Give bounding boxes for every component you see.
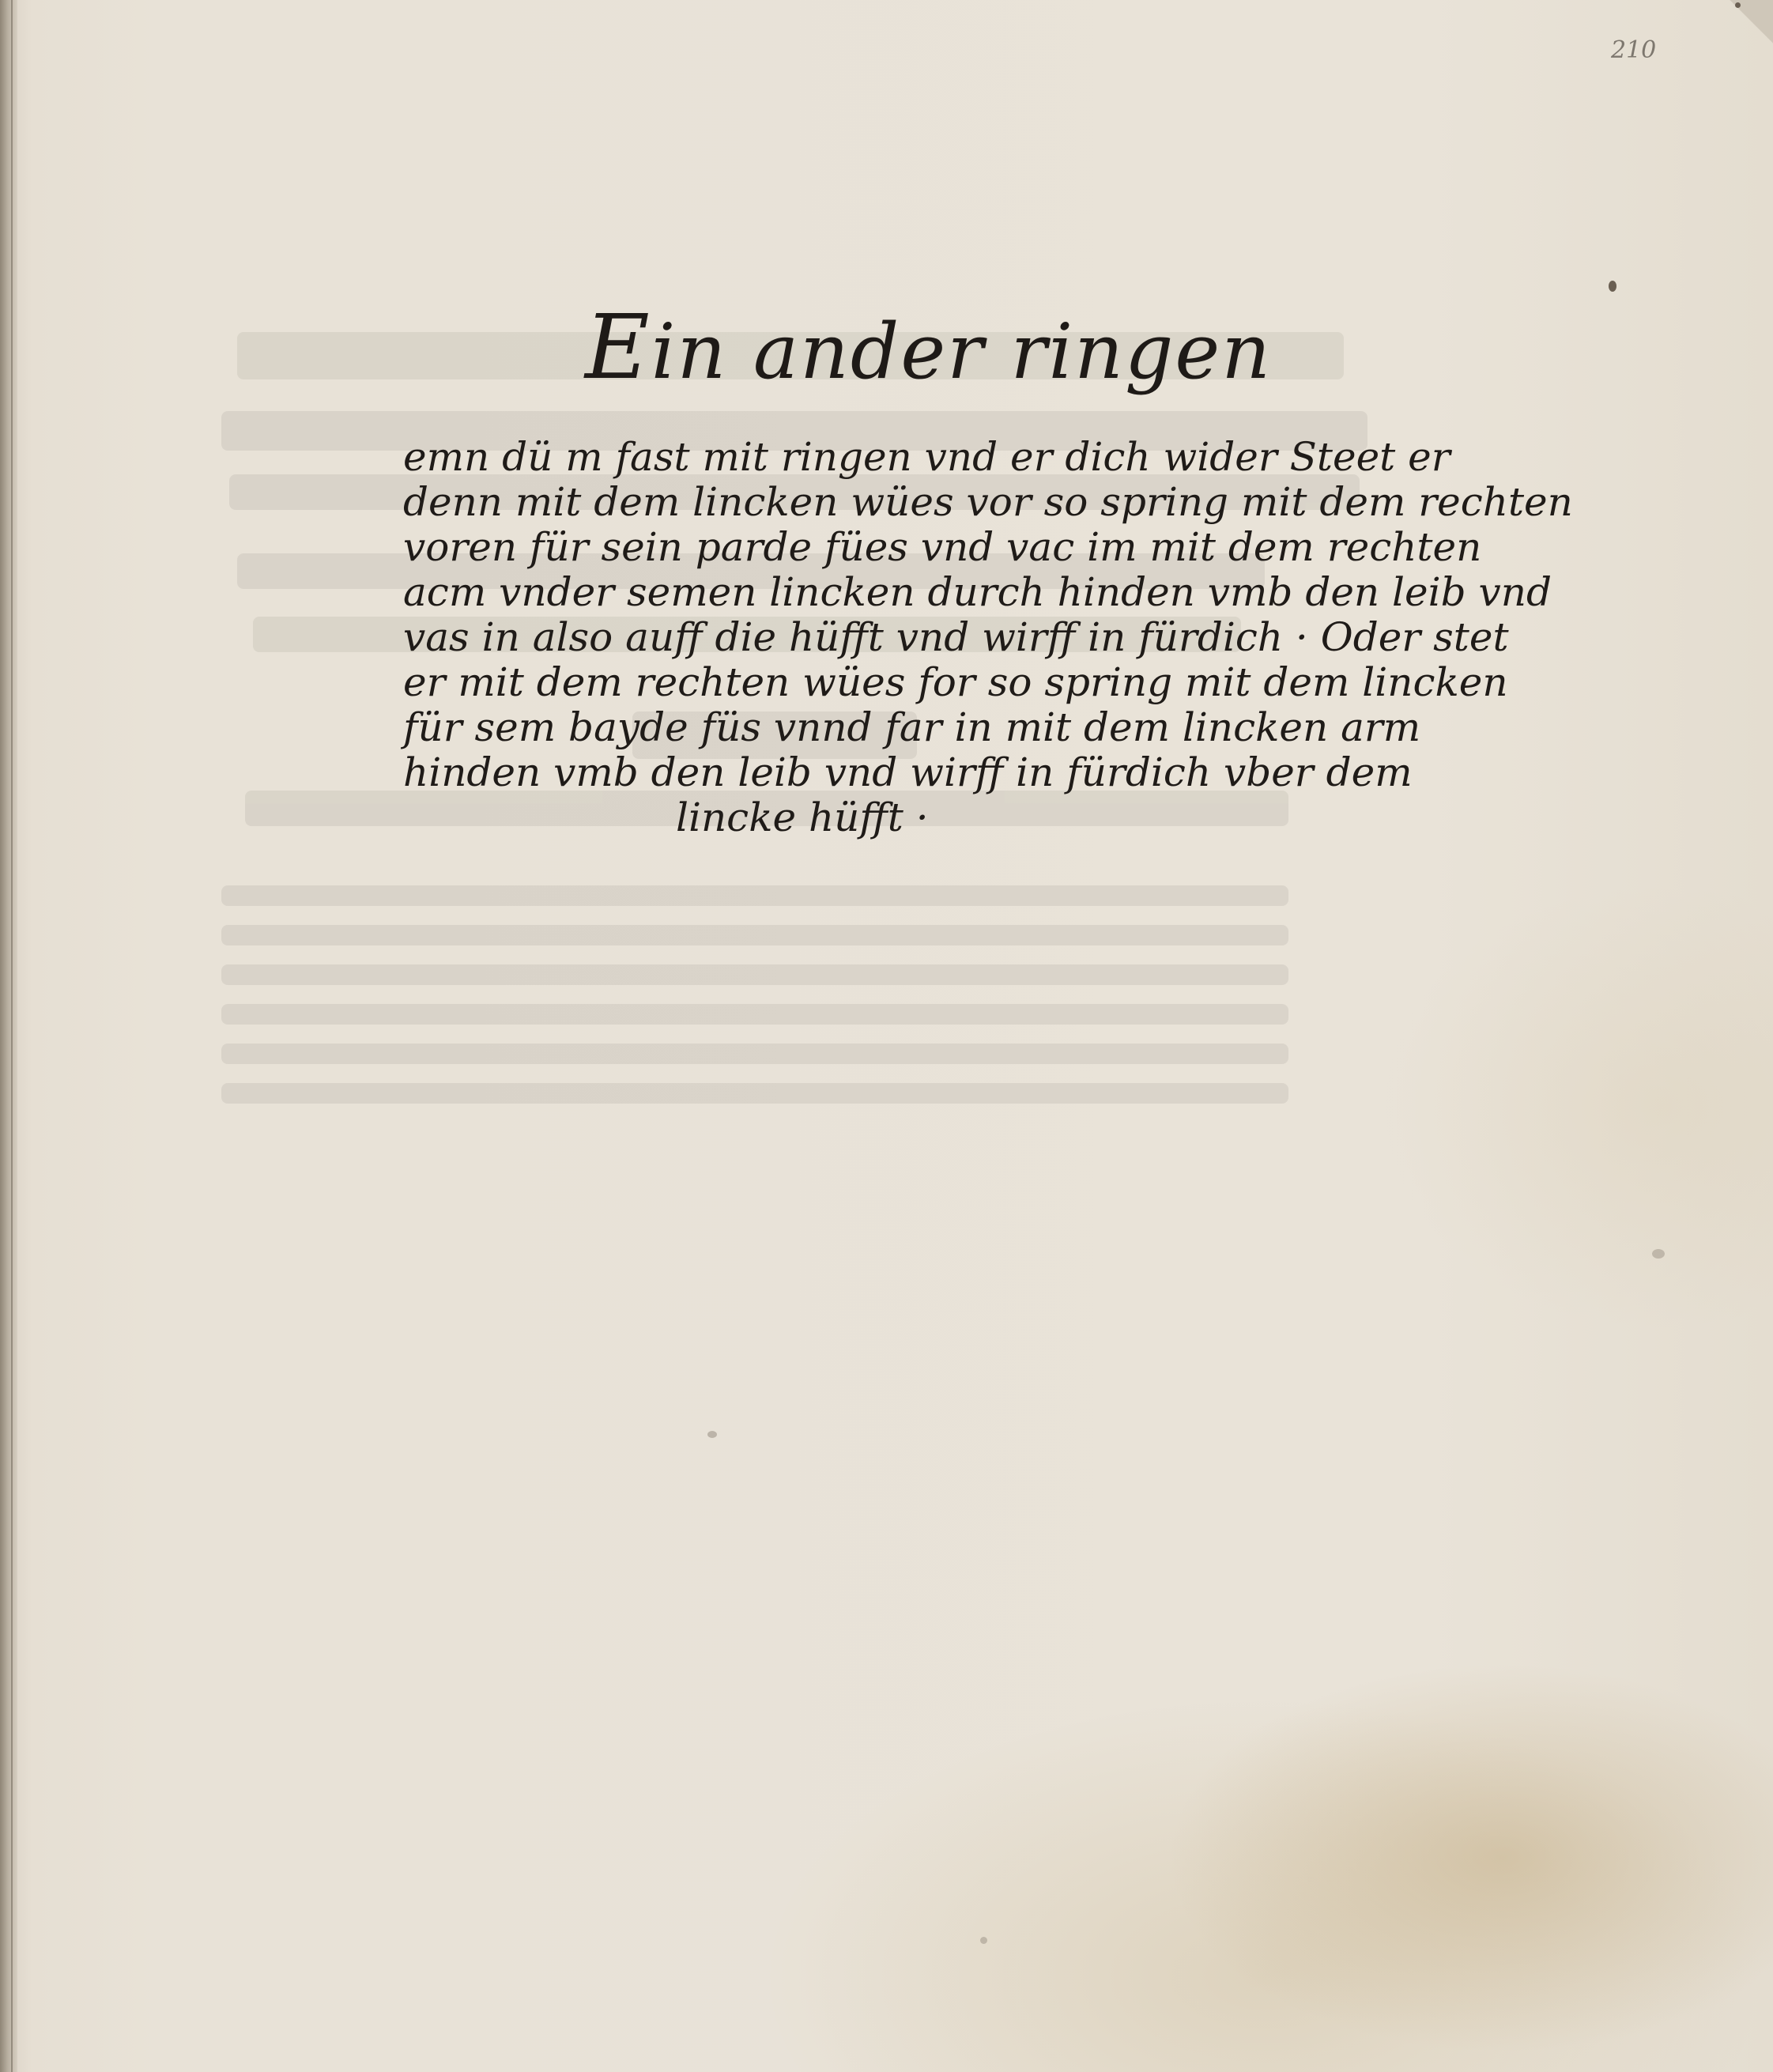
page-corner <box>1726 0 1773 47</box>
page-spine <box>0 0 17 2072</box>
paper-speck <box>707 1431 717 1438</box>
text-line: hinden vmb den leib vnd wirff in fürdich vber dem <box>403 749 1413 795</box>
paper-speck <box>1735 2 1741 8</box>
text-line: denn mit dem lincken wües vor so spring mit dem rechten <box>403 479 1573 525</box>
section-heading: Ein ander ringen <box>585 296 1273 399</box>
gutter-line <box>11 0 13 2072</box>
text-line: acm vnder semen lincken durch hinden vmb den leib vnd <box>403 569 1552 615</box>
folio-number: 210 <box>1611 36 1657 64</box>
text-line: lincke hüfft · <box>676 794 929 840</box>
text-line: er mit dem rechten wües for so spring mit dem lincken <box>403 659 1508 705</box>
paper-speck <box>980 1937 987 1944</box>
text-line: für sem bayde füs vnnd far in mit dem lincken arm <box>403 704 1421 750</box>
body-text <box>403 434 1573 840</box>
text-line: emn dü m fast mit ringen vnd er dich wider Steet er <box>403 434 1450 480</box>
text-line: voren für sein parde fües vnd vac im mit dem rechten <box>403 524 1482 570</box>
paper-speck <box>1609 281 1616 292</box>
paper-speck <box>1652 1249 1665 1259</box>
text-line: vas in also auff die hüfft vnd wirff in fürdich · Oder stet <box>403 614 1509 660</box>
